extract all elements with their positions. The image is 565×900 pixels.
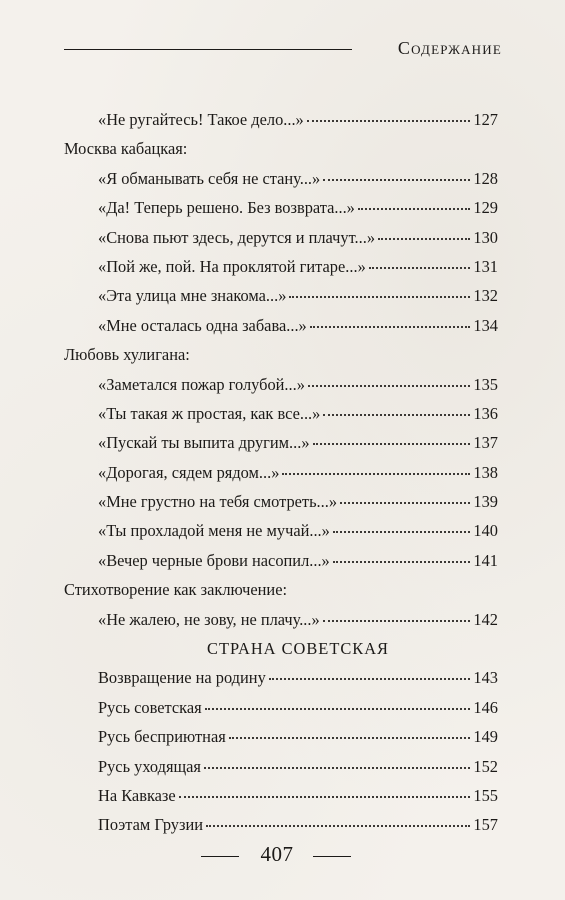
header-rule xyxy=(64,49,352,50)
toc-entry-page: 129 xyxy=(473,198,498,218)
toc-section-label xyxy=(64,139,498,168)
dot-leader xyxy=(378,238,470,240)
table-of-contents xyxy=(64,110,498,845)
toc-entry xyxy=(64,433,498,462)
toc-entry-title: «Пускай ты выпита другим...» xyxy=(98,433,310,453)
toc-entry-page: 143 xyxy=(473,668,498,688)
toc-entry xyxy=(64,286,498,315)
toc-entry xyxy=(64,610,498,639)
toc-section-label-text: Стихотворение как заключение: xyxy=(64,580,288,600)
toc-entry xyxy=(64,815,498,844)
dot-leader xyxy=(323,179,470,181)
toc-entry xyxy=(64,375,498,404)
toc-entry xyxy=(64,169,498,198)
toc-entry-page: 140 xyxy=(473,521,498,541)
toc-entry-page: 137 xyxy=(473,433,498,453)
toc-entry-title: Возвращение на родину xyxy=(98,668,266,688)
dot-leader xyxy=(282,473,470,475)
toc-entry-page: 131 xyxy=(473,256,498,276)
toc-entry-title: «Снова пьют здесь, дерутся и плачут...» xyxy=(98,227,376,247)
footer-rule-left xyxy=(201,856,239,857)
toc-entry xyxy=(64,698,498,727)
toc-entry-title: «Не жалею, не зову, не плачу...» xyxy=(98,609,320,629)
toc-entry-title: Поэтам Грузии xyxy=(98,815,204,835)
toc-entry xyxy=(64,198,498,227)
toc-entry xyxy=(64,228,498,257)
toc-entry-page: 142 xyxy=(473,609,498,629)
dot-leader xyxy=(333,531,471,533)
toc-section-label xyxy=(64,580,498,609)
toc-entry-title: «Вечер черные брови насопил...» xyxy=(98,550,330,570)
toc-section-label-text: Любовь хулигана: xyxy=(64,345,190,365)
dot-leader xyxy=(206,825,470,827)
dot-leader xyxy=(313,443,471,445)
toc-entry-title: «Не ругайтесь! Такое дело...» xyxy=(98,110,304,129)
toc-entry-page: 132 xyxy=(473,286,498,306)
page-number: 407 xyxy=(260,842,294,866)
running-header xyxy=(64,38,502,62)
toc-entry xyxy=(64,110,498,139)
page-footer xyxy=(0,842,565,872)
toc-entry-page: 155 xyxy=(473,785,498,805)
dot-leader xyxy=(323,414,470,416)
footer-rule-right xyxy=(313,856,351,857)
toc-entry-page: 136 xyxy=(473,403,498,423)
toc-entry xyxy=(64,757,498,786)
dot-leader xyxy=(358,208,471,210)
dot-leader xyxy=(289,296,470,298)
toc-entry-title: На Кавказе xyxy=(98,785,176,805)
toc-entry xyxy=(64,316,498,345)
toc-entry-page: 141 xyxy=(473,550,498,570)
toc-entry xyxy=(64,492,498,521)
toc-entry-title: «Да! Теперь решено. Без возврата...» xyxy=(98,198,355,218)
dot-leader xyxy=(307,120,471,122)
toc-entry-page: 127 xyxy=(473,110,498,129)
toc-entry xyxy=(64,786,498,815)
dot-leader xyxy=(269,678,471,680)
toc-section-title-text: СТРАНА СОВЕТСКАЯ xyxy=(207,639,389,659)
toc-section-label xyxy=(64,345,498,374)
toc-entry xyxy=(64,551,498,580)
toc-entry-title: «Пой же, пой. На проклятой гитаре...» xyxy=(98,256,366,276)
dot-leader xyxy=(179,796,471,798)
dot-leader xyxy=(323,620,471,622)
toc-entry-page: 139 xyxy=(473,492,498,512)
toc-entry-title: Русь бесприютная xyxy=(98,727,226,747)
dot-leader xyxy=(308,385,471,387)
toc-entry xyxy=(64,404,498,433)
dot-leader xyxy=(310,326,471,328)
running-header-title: Содержание xyxy=(397,38,502,58)
toc-entry-title: «Мне осталась одна забава...» xyxy=(98,315,307,335)
toc-entry-title: «Заметался пожар голубой...» xyxy=(98,374,305,394)
toc-entry xyxy=(64,727,498,756)
toc-entry-title: «Мне грустно на тебя смотреть...» xyxy=(98,492,338,512)
dot-leader xyxy=(340,502,470,504)
dot-leader xyxy=(333,561,471,563)
toc-entry-page: 149 xyxy=(473,727,498,747)
toc-entry-title: «Ты прохладой меня не мучай...» xyxy=(98,521,330,541)
toc-entry-title: Русь уходящая xyxy=(98,756,201,776)
toc-entry-page: 135 xyxy=(473,374,498,394)
toc-entry-page: 138 xyxy=(473,462,498,482)
toc-entry xyxy=(64,257,498,286)
toc-entry-page: 157 xyxy=(473,815,498,835)
toc-entry-title: «Я обманывать себя не стану...» xyxy=(98,168,321,188)
toc-entry-title: «Дорогая, сядем рядом...» xyxy=(98,462,280,482)
toc-entry xyxy=(64,521,498,550)
toc-section-label-text: Москва кабацкая: xyxy=(64,139,188,159)
toc-entry xyxy=(64,463,498,492)
dot-leader xyxy=(369,267,471,269)
dot-leader xyxy=(204,767,470,769)
dot-leader xyxy=(229,737,471,739)
toc-entry-title: «Эта улица мне знакома...» xyxy=(98,286,287,306)
toc-entry-page: 152 xyxy=(473,756,498,776)
toc-entry-page: 146 xyxy=(473,697,498,717)
toc-entry-page: 134 xyxy=(473,315,498,335)
dot-leader xyxy=(205,708,471,710)
toc-entry-title: «Ты такая ж простая, как все...» xyxy=(98,403,321,423)
toc-section-title xyxy=(64,639,498,668)
toc-entry-page: 130 xyxy=(473,227,498,247)
toc-entry xyxy=(64,668,498,697)
toc-entry-page: 128 xyxy=(473,168,498,188)
toc-entry-title: Русь советская xyxy=(98,697,202,717)
